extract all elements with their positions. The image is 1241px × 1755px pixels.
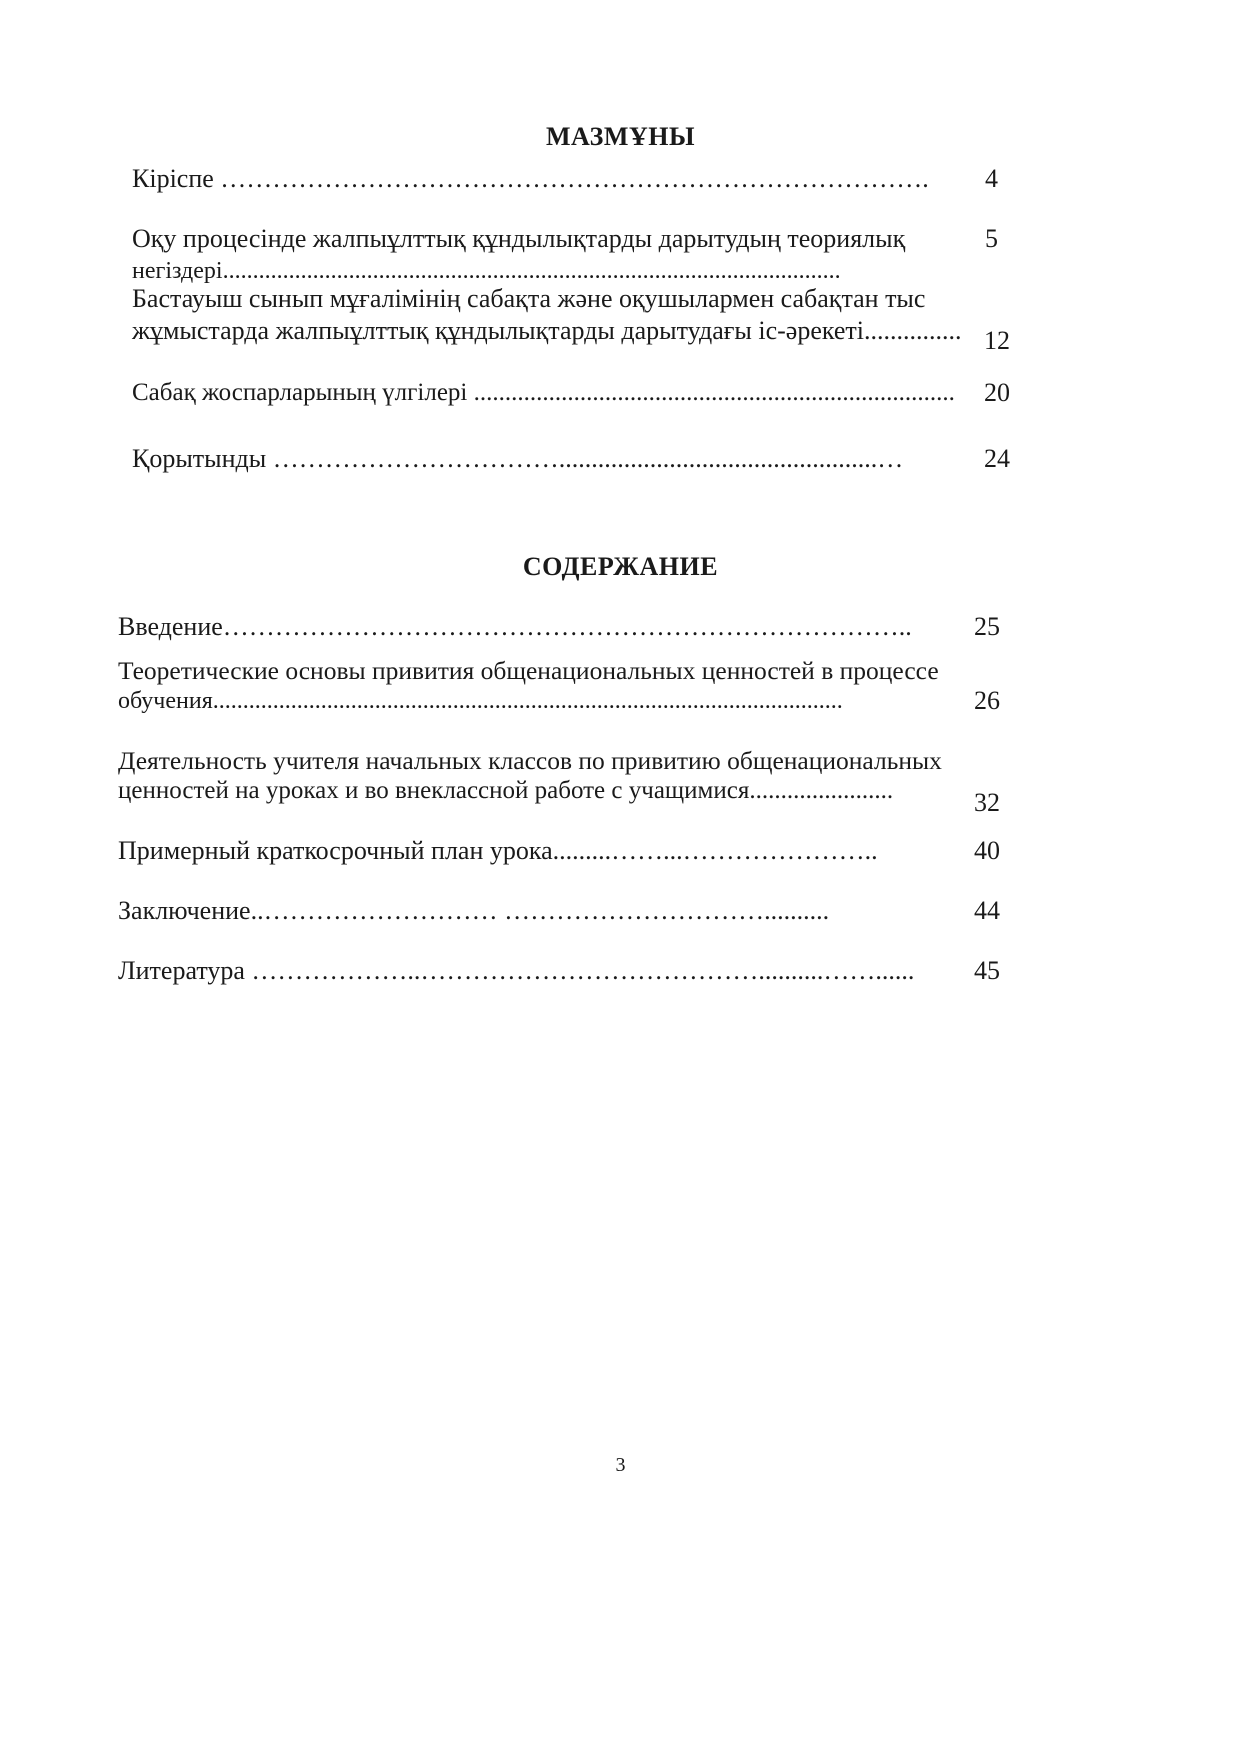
toc-entry-text-line2: жұмыстарда жалпыұлттық құндылықтарды дарытудағы іс-әрекеті............... [132,316,962,345]
toc-entry-page: 45 [974,956,1000,985]
toc-entry-page: 24 [984,444,1010,473]
toc-entry-theoretical-basis[interactable] [118,654,1002,724]
toc-entry-kirispe[interactable] [132,162,1012,198]
toc-entry-teacher-activity-ru[interactable] [118,744,1002,820]
page-number: 3 [615,1454,626,1476]
toc-entry-text-line1: Деятельность учителя начальных классов по привитию общенациональных [118,746,942,775]
toc-entry-page: 32 [974,788,1000,817]
toc-entry-text-line2: обучения......................................................................................................... [118,688,843,714]
toc-entry-text: Литература ………………..…………………………………..........……...... [118,956,915,985]
toc-entry-korytyndy[interactable] [132,442,1012,478]
toc-entry-text-line1: Оқу процесінде жалпыұлттық құндылықтарды дарытудың теориялық [132,224,906,253]
kazakh-toc-title: МАЗМҰНЫ [546,122,695,151]
toc-entry-text-line2: негіздері....................................................................................................... [132,258,841,284]
toc-entry-text: Введение…………………………………………………………………….. [118,612,912,641]
toc-entry-zakliuchenie[interactable] [118,894,1002,930]
toc-entry-page: 40 [974,836,1000,865]
toc-entry-page: 26 [974,686,1000,715]
toc-entry-teacher-activity[interactable] [132,282,1012,362]
toc-entry-vvedenie[interactable] [118,610,1002,646]
toc-entry-literatura[interactable] [118,954,1002,990]
toc-entry-text: Сабақ жоспарларының үлгілері ............................................................................. [132,379,955,406]
toc-entry-lesson-plan[interactable] [118,834,1002,870]
toc-entry-page: 20 [984,378,1010,407]
toc-entry-text: Кіріспе ………………………………………………………………………. [132,164,929,193]
toc-entry-text: Қорытынды …………………………….................................................… [132,444,904,473]
russian-toc-title: СОДЕРЖАНИЕ [522,552,719,581]
toc-entry-text: Заключение..……………………… ………………………….......... [118,896,830,925]
toc-entry-page: 4 [985,164,998,193]
toc-entry-text-line1: Бастауыш сынып мұғалімінің сабақта және оқушылармен сабақтан тыс [132,284,926,313]
toc-entry-page: 12 [984,326,1010,355]
toc-entry-page: 44 [974,896,1000,925]
toc-entry-text: Примерный краткосрочный план урока.........……...………………….. [118,836,878,865]
toc-entry-page: 25 [974,612,1000,641]
toc-entry-lesson-samples[interactable] [132,376,1012,412]
toc-entry-text-line2: ценностей на уроках и во внеклассной работе с учащимися....................... [118,777,894,804]
toc-entry-page: 5 [985,224,998,253]
toc-entry-text-line1: Теоретические основы привития общенациональных ценностей в процессе [118,656,939,685]
